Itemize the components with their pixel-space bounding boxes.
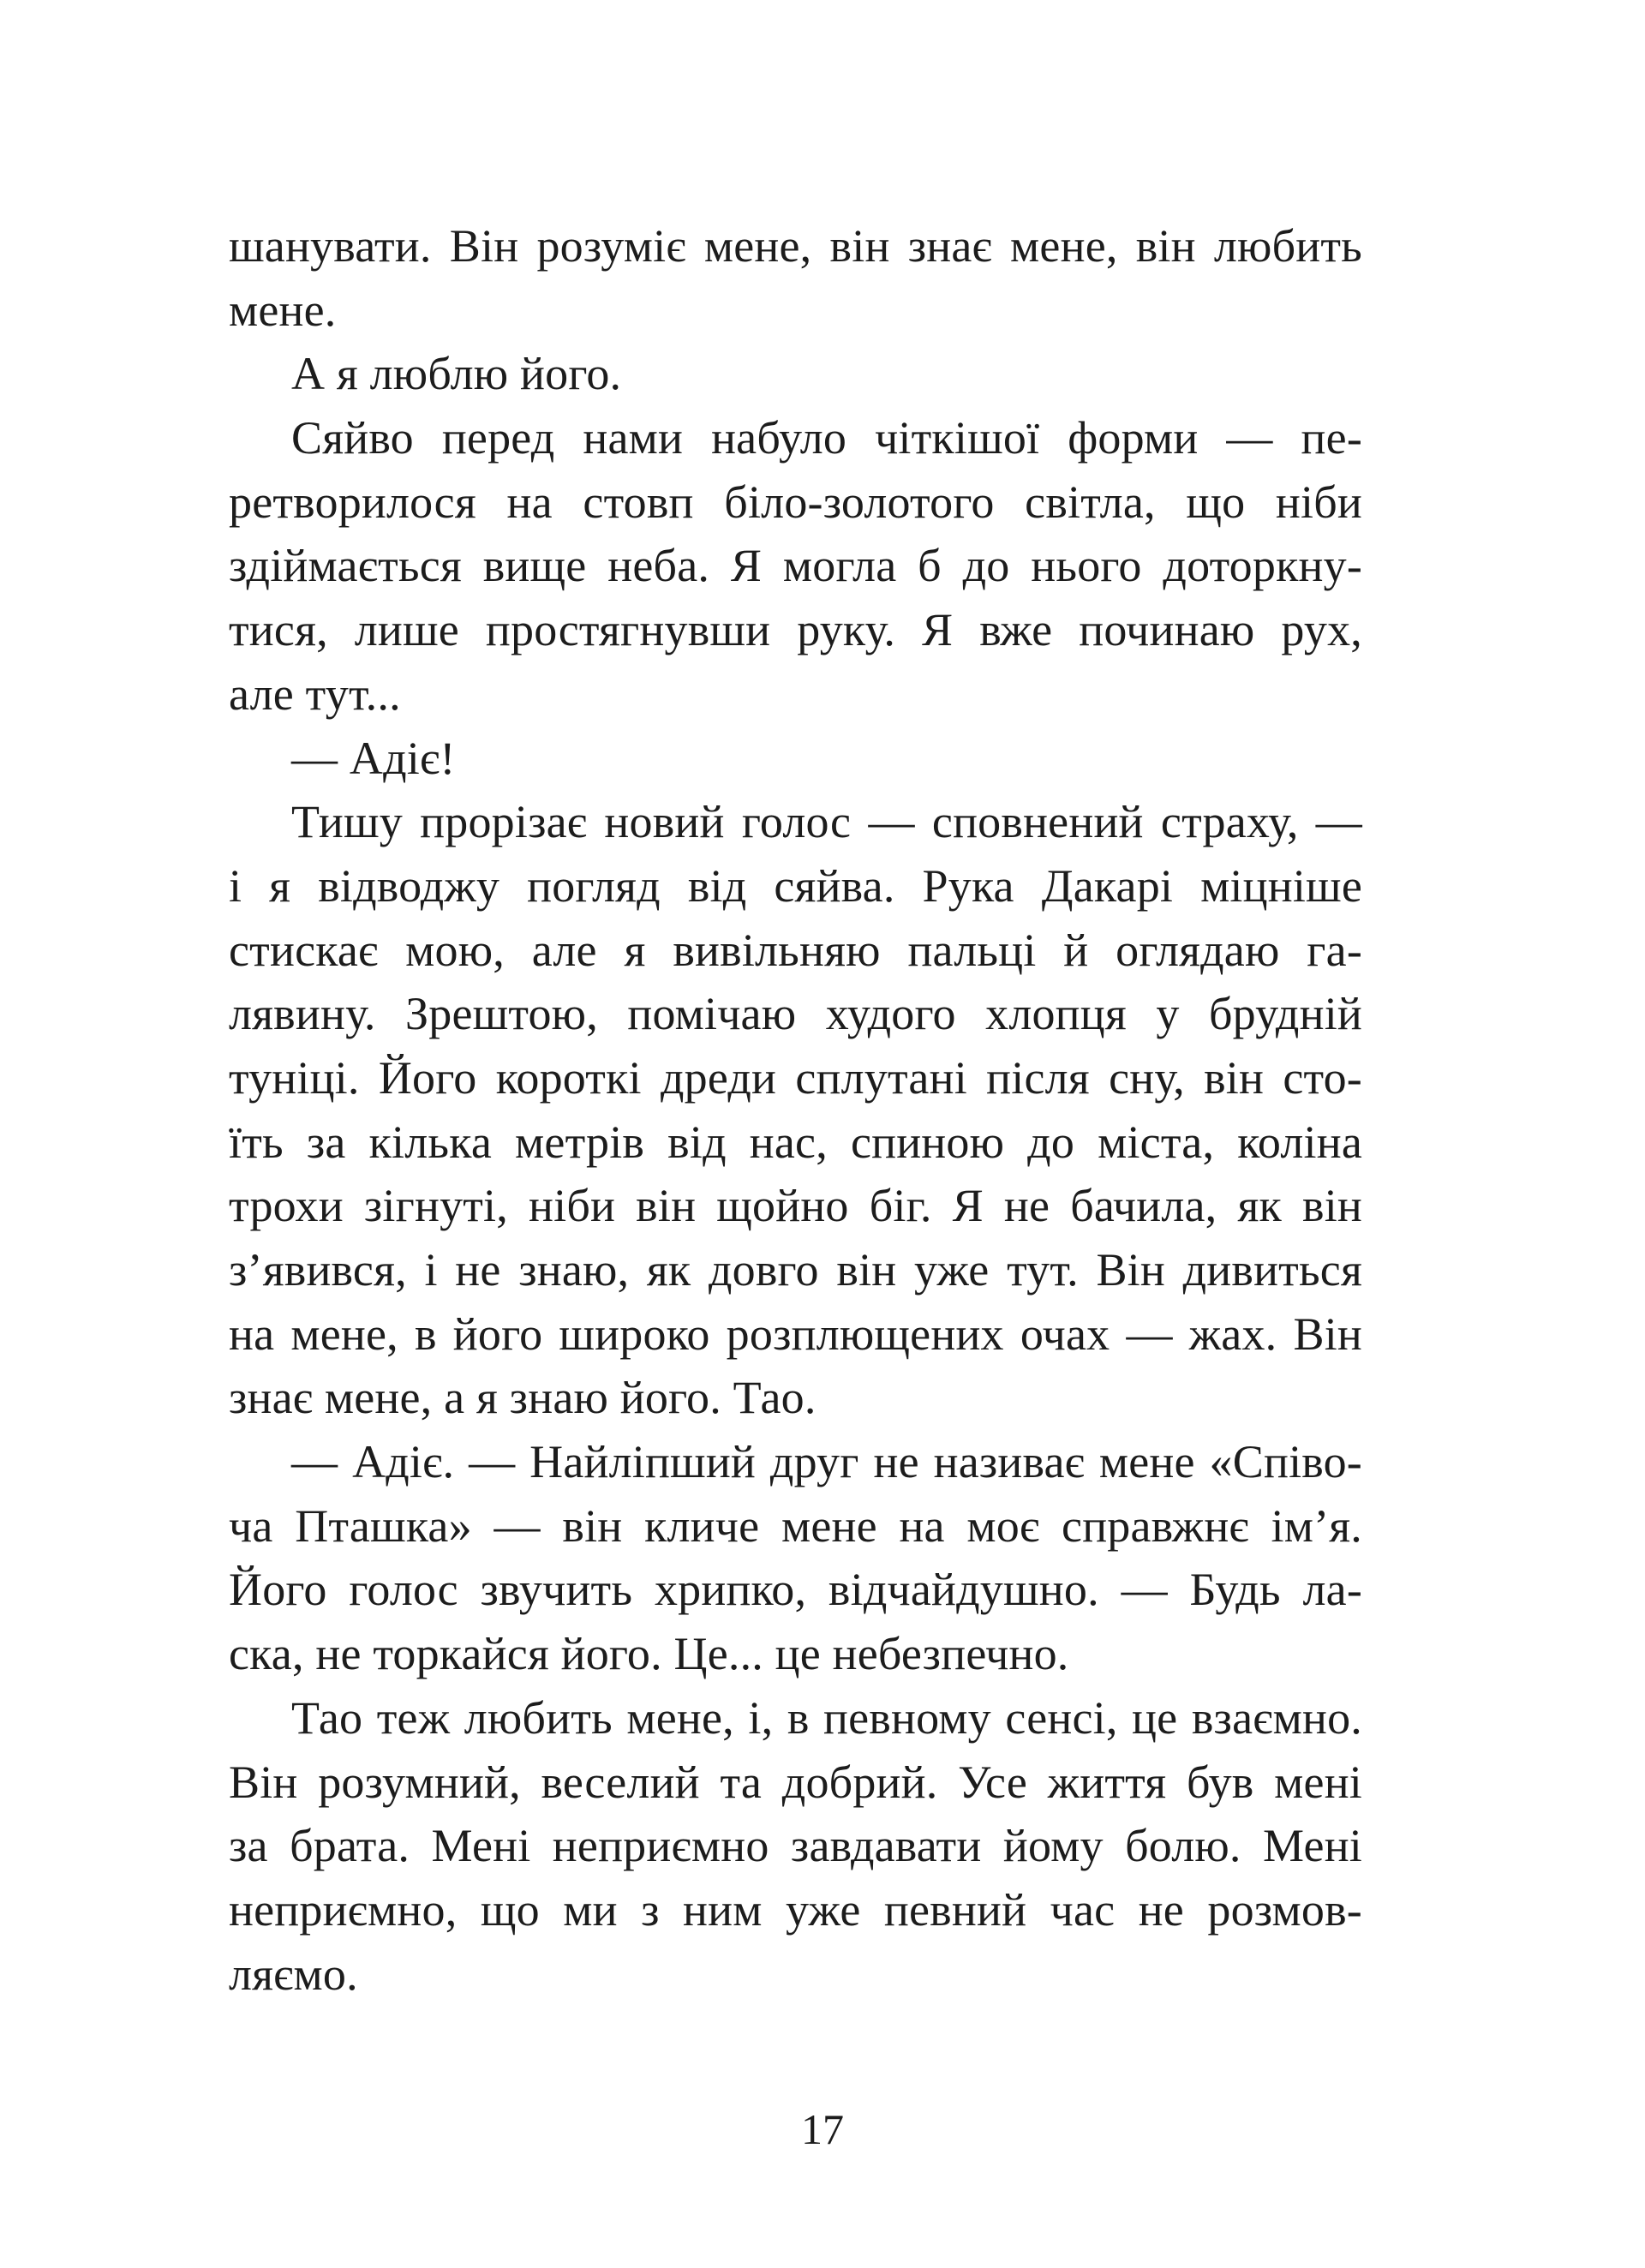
line-text: шанувати. Він розуміє мене, він знає мене, він любить xyxy=(229,220,1362,272)
line-text: ча Пташка» — він кличе мене на моє справжнє ім’я. xyxy=(229,1499,1362,1552)
line-text: — Адіє. — Найліпший друг не називає мене «Співо- xyxy=(291,1436,1362,1488)
line-text: Він розумний, веселий та добрий. Усе життя був мені xyxy=(229,1756,1362,1808)
line-text: за брата. Мені неприємно завдавати йому болю. Мені xyxy=(229,1820,1362,1872)
line-text: ляємо. xyxy=(229,1948,358,2000)
line-text: Сяйво перед нами набуло чіткішої форми — пе- xyxy=(291,412,1362,464)
text-line xyxy=(229,1366,1362,1430)
body-text xyxy=(229,214,1362,2006)
text-line xyxy=(229,1430,1362,1494)
line-text: мене. xyxy=(229,284,337,336)
text-line xyxy=(229,662,1362,727)
text-line xyxy=(229,1942,1362,2007)
text-line xyxy=(229,534,1362,598)
text-line xyxy=(229,1110,1362,1175)
text-line xyxy=(229,598,1362,662)
text-line xyxy=(229,1046,1362,1110)
text-line xyxy=(229,406,1362,470)
line-text: Тао теж любить мене, і, в певному сенсі, це взаємно. xyxy=(291,1691,1362,1744)
text-line xyxy=(229,278,1362,343)
line-text: неприємно, що ми з ним уже певний час не розмов- xyxy=(229,1883,1362,1936)
line-text: здіймається вище неба. Я могла б до нього доторкну- xyxy=(229,540,1362,592)
text-line xyxy=(229,214,1362,278)
text-line xyxy=(229,1558,1362,1622)
line-text: на мене, в його широко розплющених очах — жах. Він xyxy=(229,1308,1362,1360)
line-text: А я люблю його. xyxy=(291,348,622,400)
text-line xyxy=(229,919,1362,983)
line-text: Тишу прорізає новий голос — сповнений страху, — xyxy=(291,796,1362,848)
text-line xyxy=(229,1174,1362,1238)
page-number: 17 xyxy=(801,2105,844,2153)
text-line xyxy=(229,854,1362,919)
text-line xyxy=(229,1878,1362,1942)
text-line xyxy=(229,1814,1362,1878)
line-text: і я відводжу погляд від сяйва. Рука Дакарі міцніше xyxy=(229,859,1362,912)
line-text: тися, лише простягнувши руку. Я вже починаю рух, xyxy=(229,604,1362,656)
text-line xyxy=(229,1750,1362,1815)
text-line xyxy=(229,470,1362,535)
text-line xyxy=(229,982,1362,1046)
text-line xyxy=(229,342,1362,406)
line-text: їть за кілька метрів від нас, спиною до міста, коліна xyxy=(229,1116,1362,1168)
line-text: — Адіє! xyxy=(291,732,456,784)
line-text: лявину. Зрештою, помічаю худого хлопця у брудній xyxy=(229,988,1362,1040)
line-text: ска, не торкайся його. Це... це небезпечно. xyxy=(229,1628,1069,1680)
line-text: Його голос звучить хрипко, відчайдушно. — Будь ла- xyxy=(229,1564,1362,1616)
text-line xyxy=(229,1622,1362,1686)
text-line xyxy=(229,1494,1362,1559)
line-text: з’явився, і не знаю, як довго він уже тут. Він дивиться xyxy=(229,1244,1362,1296)
text-line xyxy=(229,1302,1362,1367)
line-text: ретворилося на стовп біло-золотого світла, що ніби xyxy=(229,476,1362,528)
line-text: трохи зігнуті, ніби він щойно біг. Я не бачила, як він xyxy=(229,1180,1362,1232)
text-line xyxy=(229,790,1362,854)
line-text: туніці. Його короткі дреди сплутані після сну, він сто- xyxy=(229,1051,1362,1104)
line-text: знає мене, а я знаю його. Тао. xyxy=(229,1372,817,1424)
line-text: але тут... xyxy=(229,667,401,720)
line-text: стискає мою, але я вивільняю пальці й оглядаю га- xyxy=(229,924,1362,976)
text-line xyxy=(229,727,1362,791)
text-line xyxy=(229,1686,1362,1750)
text-line xyxy=(229,1238,1362,1302)
